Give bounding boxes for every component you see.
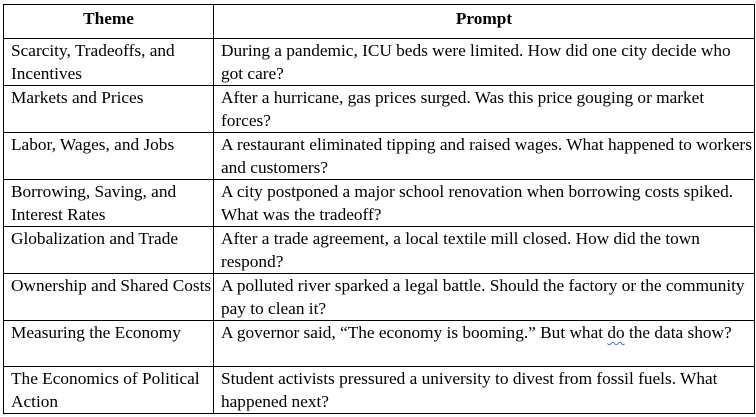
theme-cell: Markets and Prices (4, 86, 214, 133)
theme-cell: Ownership and Shared Costs (4, 274, 214, 321)
prompt-cell: After a trade agreement, a local textile mill closed. How did the town respond? (214, 227, 755, 274)
theme-cell: Labor, Wages, and Jobs (4, 133, 214, 180)
prompt-column-header: Prompt (214, 5, 755, 39)
table-row (4, 86, 755, 133)
table-row (4, 227, 755, 274)
prompt-cell: A restaurant eliminated tipping and raised wages. What happened to workers and customers? (214, 133, 755, 180)
theme-cell: Scarcity, Tradeoffs, and Incentives (4, 39, 214, 86)
themes-table (3, 4, 755, 414)
table-row (4, 180, 755, 227)
prompt-cell: Student activists pressured a university to divest from fossil fuels. What happened next? (214, 367, 755, 414)
table-row (4, 367, 755, 414)
prompt-text-before: A governor said, “The economy is booming.” But what (221, 323, 608, 342)
prompt-cell: A city postponed a major school renovation when borrowing costs spiked. What was the tradeoff? (214, 180, 755, 227)
table-row (4, 39, 755, 86)
prompt-cell: After a hurricane, gas prices surged. Was this price gouging or market forces? (214, 86, 755, 133)
theme-cell: Globalization and Trade (4, 227, 214, 274)
grammar-flagged-word: do (607, 323, 625, 342)
theme-cell: Borrowing, Saving, and Interest Rates (4, 180, 214, 227)
prompt-cell: During a pandemic, ICU beds were limited. How did one city decide who got care? (214, 39, 755, 86)
table-header-row (4, 5, 755, 39)
prompt-cell: A polluted river sparked a legal battle. Should the factory or the community pay to clean it? (214, 274, 755, 321)
table-row (4, 133, 755, 180)
theme-cell: The Economics of Political Action (4, 367, 214, 414)
theme-cell: Measuring the Economy (4, 321, 214, 367)
theme-column-header: Theme (4, 5, 214, 39)
prompt-cell (214, 321, 755, 367)
table-row (4, 321, 755, 367)
table-row (4, 274, 755, 321)
prompt-text-after: the data show? (624, 323, 732, 342)
